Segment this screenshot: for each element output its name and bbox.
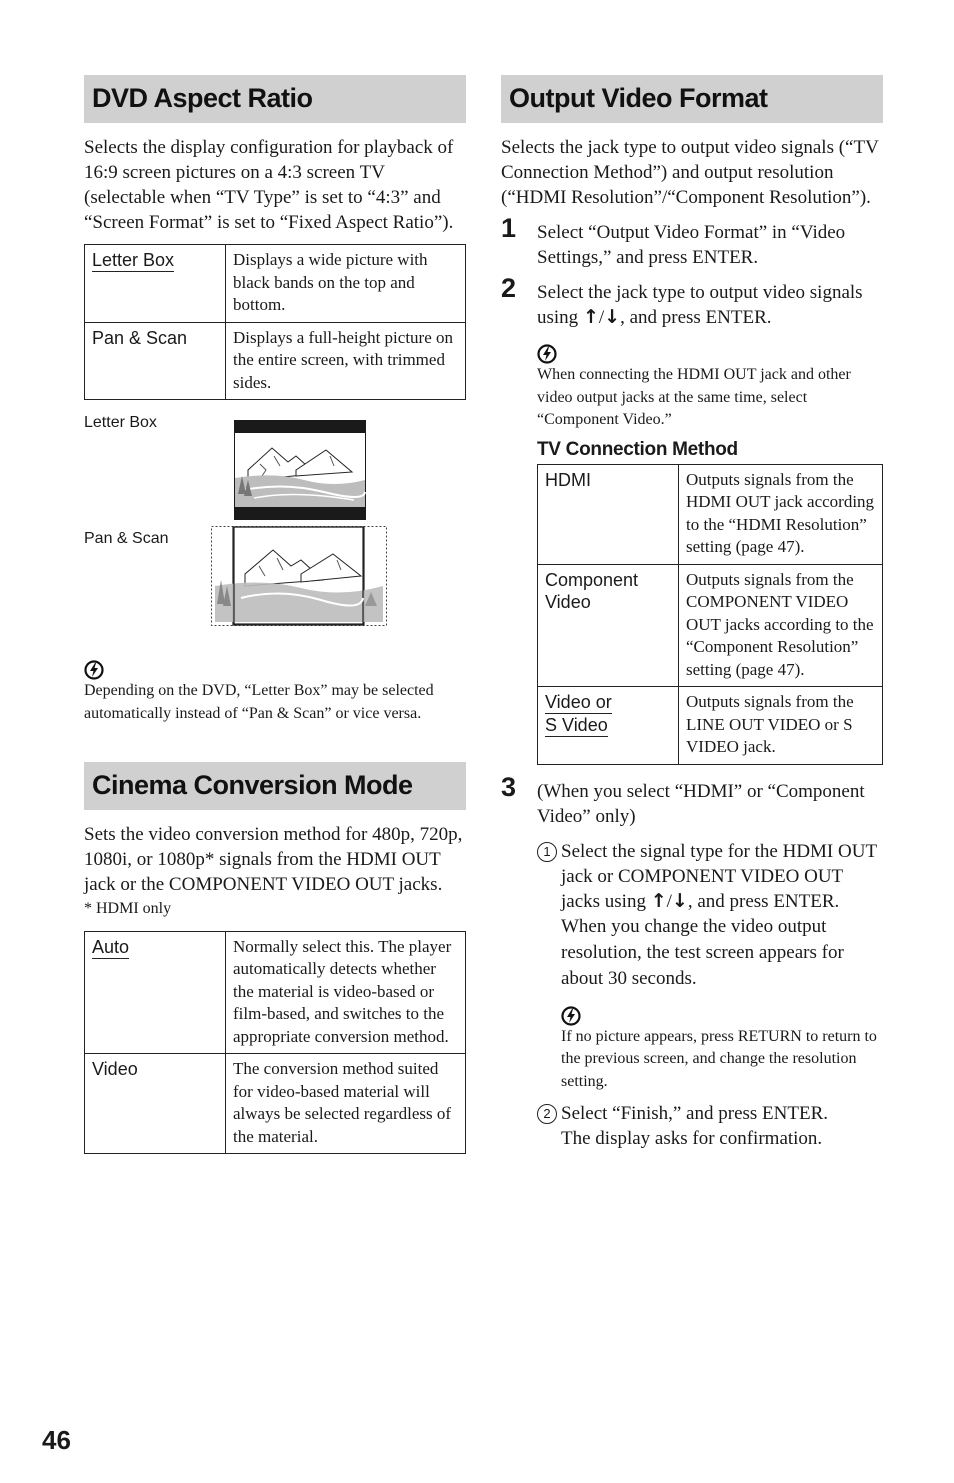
option-name-line2: S Video — [545, 715, 608, 735]
tv-connection-heading: TV Connection Method — [537, 438, 738, 460]
table-row — [85, 322, 466, 400]
option-name-cell — [538, 464, 679, 564]
arrow-separator: / — [666, 890, 672, 912]
table-row — [85, 245, 466, 323]
cinema-options-table — [84, 931, 466, 1155]
option-name: Letter Box — [92, 250, 175, 270]
output-video-intro: Selects the jack type to output video signals (“TV Connection Method”) and output resolution (“HDMI Resolution”/“Component Resolution”). — [501, 137, 879, 208]
substep-note: When you change the video output resolution, the test screen appears for about 30 seconds. — [561, 915, 844, 989]
hint-icon — [84, 660, 104, 680]
substep-text: Select “Finish,” and press ENTER. — [561, 1103, 829, 1124]
option-desc: Outputs signals from the COMPONENT VIDEO OUT jacks according to the “Component Resolution” setting (page 47). — [679, 564, 883, 687]
option-name: Auto — [92, 936, 130, 957]
option-desc: Outputs signals from the HDMI OUT jack according to the “HDMI Resolution” setting (page 47). — [679, 464, 883, 564]
table-row — [538, 564, 883, 687]
dvd-aspect-hint — [84, 660, 466, 725]
panscan-label: Pan & Scan — [84, 530, 169, 547]
hint-text: When connecting the HDMI OUT jack and other video output jacks at the same time, select “Component Video.” — [537, 366, 851, 428]
down-arrow-icon: ↓ — [671, 889, 688, 912]
table-row — [538, 464, 883, 564]
down-arrow-icon: ↓ — [604, 306, 621, 328]
step-2 — [501, 273, 883, 330]
option-name-cell — [85, 245, 226, 323]
option-desc: Displays a wide picture with black bands on the top and bottom. — [226, 245, 466, 323]
table-row — [538, 687, 883, 765]
option-name: HDMI — [545, 469, 591, 490]
substep-text: , and press ENTER. — [687, 890, 840, 912]
tv-connection-block — [501, 439, 883, 765]
step-number: 1 — [501, 213, 517, 243]
hint-icon — [537, 344, 557, 364]
panscan-illustration — [211, 526, 387, 626]
table-row — [85, 1054, 466, 1154]
option-name-cell — [85, 931, 226, 1054]
option-desc: Displays a full-height picture on the entire screen, with trimmed sides. — [226, 322, 466, 400]
step-text: (When you select “HDMI” or “Component Video” only) — [537, 780, 865, 827]
output-hint-2 — [561, 1006, 883, 1094]
step-number: 2 — [501, 273, 517, 303]
substep-2 — [537, 1101, 883, 1151]
tv-connection-table — [537, 464, 883, 765]
substep-text: Select the signal type for the HDMI OUT jack or COMPONENT VIDEO OUT jacks using — [561, 840, 877, 912]
hint-text: Depending on the DVD, “Letter Box” may be selected automatically instead of “Pan & Scan” or vice versa. — [84, 682, 434, 722]
substep-1 — [537, 839, 883, 1094]
cinema-footnote: * HDMI only — [84, 900, 172, 917]
option-name-cell — [538, 564, 679, 687]
option-desc: The conversion method suited for video-based material will always be selected regardless of the material. — [226, 1054, 466, 1154]
output-hint-1 — [501, 344, 883, 432]
letterbox-label: Letter Box — [84, 414, 157, 431]
arrow-separator: / — [598, 307, 605, 328]
cinema-conversion-intro: Sets the video conversion method for 480p, 720p, 1080i, or 1080p* signals from the HDMI OUT jack or the COMPONENT VIDEO OUT jacks. — [84, 824, 463, 895]
up-arrow-icon: ↑ — [582, 306, 599, 328]
cinema-conversion-heading: Cinema Conversion Mode — [84, 762, 466, 810]
table-row — [85, 931, 466, 1054]
step-3-substeps — [501, 839, 883, 1152]
step-number: 3 — [501, 771, 517, 802]
option-name: Video — [92, 1059, 138, 1079]
hint-text: If no picture appears, press RETURN to return to the previous screen, and change the resolution setting. — [561, 1027, 877, 1090]
option-name: Pan & Scan — [92, 327, 188, 348]
step-text: , and press ENTER. — [620, 307, 772, 328]
left-column — [84, 75, 466, 1154]
hint-icon — [561, 1006, 581, 1026]
step-3 — [501, 771, 883, 829]
option-desc: Normally select this. The player automatically detects whether the material is video-based or film-based, and switches to the appropriate conversion method. — [226, 931, 466, 1054]
step-text: Select the jack type to output video signals using — [537, 282, 863, 328]
substep-note: The display asks for confirmation. — [561, 1128, 823, 1149]
circled-number: 1 — [537, 842, 557, 862]
dvd-aspect-ratio-intro: Selects the display configuration for playback of 16:9 screen pictures on a 4:3 screen TV (selectable when “TV Type” is set to “4:3” and “Screen Format” is set to “Fixed Aspect Ratio”). — [84, 137, 454, 233]
step-1 — [501, 213, 883, 270]
option-name: Component — [545, 569, 639, 590]
option-name-cell — [85, 1054, 226, 1154]
dvd-aspect-ratio-heading: DVD Aspect Ratio — [84, 75, 466, 123]
option-desc: Outputs signals from the LINE OUT VIDEO or S VIDEO jack. — [679, 687, 883, 765]
option-name: Video or — [545, 692, 612, 712]
aspect-illustrations — [84, 412, 466, 652]
aspect-ratio-options-table — [84, 244, 466, 400]
option-name-cell — [538, 687, 679, 765]
option-name-line2: Video — [545, 591, 591, 612]
page-number: 46 — [42, 1425, 71, 1455]
output-video-format-heading: Output Video Format — [501, 75, 883, 123]
up-arrow-icon: ↑ — [650, 889, 667, 912]
right-column — [501, 75, 883, 1151]
letterbox-illustration — [234, 420, 366, 520]
circled-number: 2 — [537, 1104, 557, 1124]
step-text: Select “Output Video Format” in “Video Settings,” and press ENTER. — [537, 222, 846, 268]
option-name-cell — [85, 322, 226, 400]
